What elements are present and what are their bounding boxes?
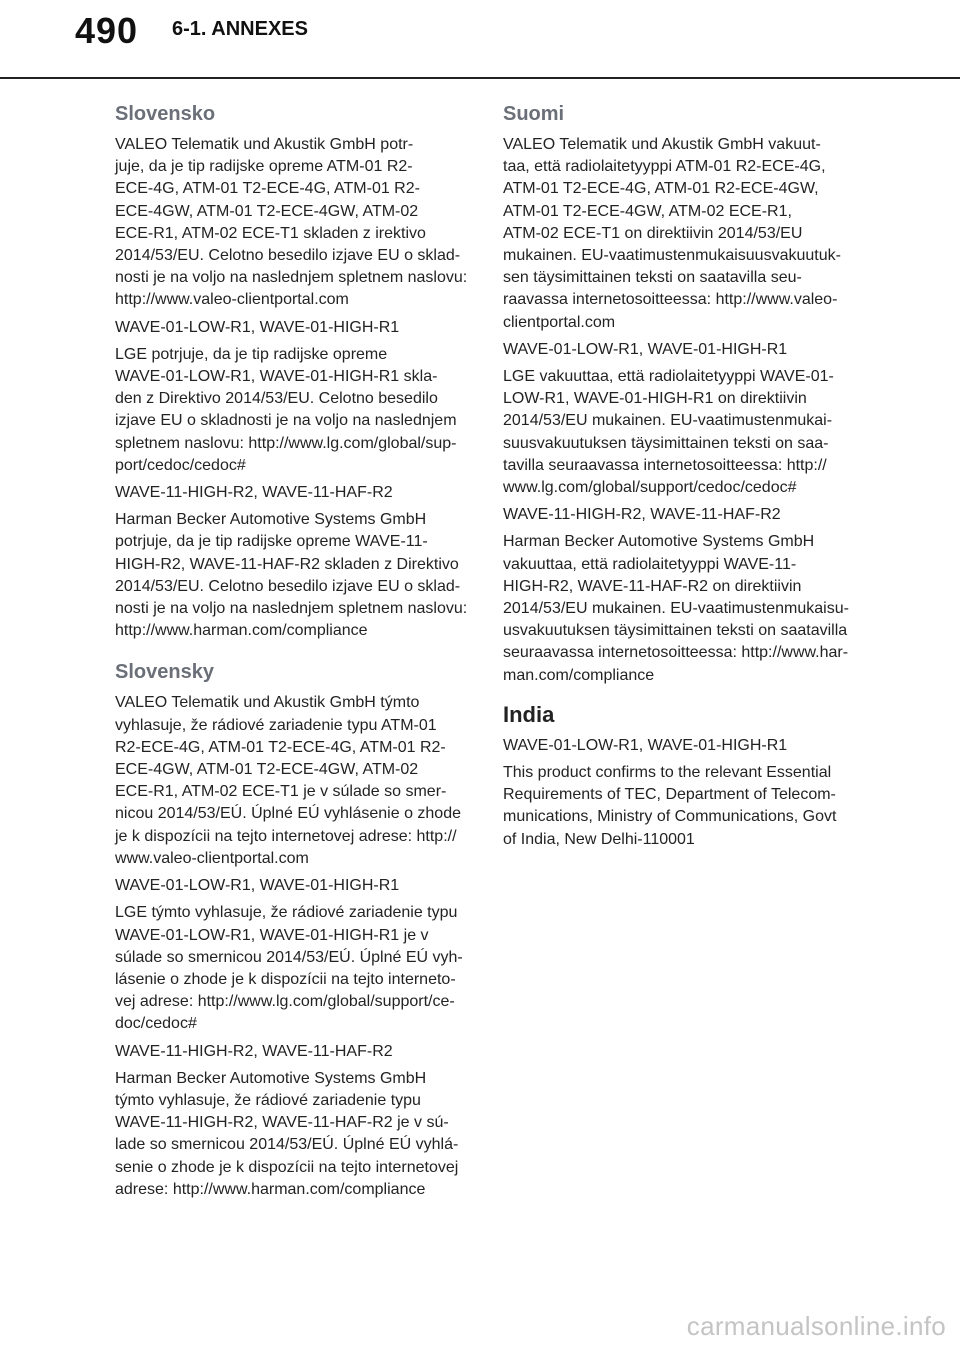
paragraph: Harman Becker Automotive Systems GmbH týmto vyhlasuje, že rádiové zariadenie typu WAVE-11-HIGH-R2, WAVE-11-HAF-R2 je v sú- lade so smernicou 2014/53/EÚ. Úplné EÚ vyhlá- senie o zhode je k dispozícii na tejto internetovej adrese: http://www.harman.com/compliance — [115, 1069, 459, 1198]
section-heading-slovensky: Slovensky — [115, 661, 214, 684]
section-india — [503, 701, 858, 851]
section-heading-suomi: Suomi — [503, 103, 565, 125]
paragraph: This product confirms to the relevant Essential Requirements of TEC, Department of Telecom- munications, Ministry of Communications, Govt of India, New Delhi-110001 — [503, 764, 837, 848]
section-heading-india: India — [503, 701, 555, 727]
model-list: WAVE-11-HIGH-R2, WAVE-11-HAF-R2 — [503, 506, 781, 524]
right-column — [503, 100, 858, 856]
model-list: WAVE-01-LOW-R1, WAVE-01-HIGH-R1 — [503, 736, 788, 754]
section-heading-slovensko: Slovensko — [115, 103, 216, 125]
model-list: WAVE-01-LOW-R1, WAVE-01-HIGH-R1 — [115, 877, 400, 895]
model-list: WAVE-11-HIGH-R2, WAVE-11-HAF-R2 — [115, 1042, 393, 1060]
paragraph: LGE vakuuttaa, että radiolaitetyyppi WAVE-01- LOW-R1, WAVE-01-HIGH-R1 on direktiivin 2014/53/EU mukainen. EU-vaatimustenmukai- suusvakuutuksen täysimittainen teksti on saa- tavilla seuraavassa internetosoitteessa: http:// www.lg.com/global/support/cedoc/cedoc# — [503, 368, 834, 497]
page-header — [0, 0, 960, 80]
section-slovensky — [115, 658, 470, 1200]
paragraph: LGE týmto vyhlasuje, že rádiové zariadenie typu WAVE-01-LOW-R1, WAVE-01-HIGH-R1 je v súlade so smernicou 2014/53/EÚ. Úplné EÚ vyh- lásenie o zhode je k dispozícii na tejto interneto- vej adrese: http://www.lg.com/global/support/ce- doc/cedoc# — [115, 904, 463, 1033]
paragraph: VALEO Telematik und Akustik GmbH týmto vyhlasuje, že rádiové zariadenie typu ATM-01 R2-ECE-4G, ATM-01 T2-ECE-4G, ATM-01 R2- ECE-4GW, ATM-01 T2-ECE-4GW, ATM-02 ECE-R1, ATM-02 ECE-T1 je v súlade so smer- nicou 2014/53/EÚ. Úplné EÚ vyhlásenie o zhode je k dispozícii na tejto internetovej adrese: http:// www.valeo-clientportal.com — [115, 694, 461, 867]
paragraph: Harman Becker Automotive Systems GmbH vakuuttaa, että radiolaitetyyppi WAVE-11- HIGH-R2, WAVE-11-HAF-R2 on direktiivin 2014/53/EU mukainen. EU-vaatimustenmukaisu- usvakuutuksen täysimittainen teksti on saatavilla seuraavassa internetosoitteessa: http://www.har- man.com/compliance — [503, 533, 849, 684]
paragraph: LGE potrjuje, da je tip radijske opreme WAVE-01-LOW-R1, WAVE-01-HIGH-R1 skla- den z Direktivo 2014/53/EU. Celotno besedilo izjave EU o skladnosti je na voljo na naslednjem spletnem naslovu: http://www.lg.com/global/sup- port/cedoc/cedoc# — [115, 345, 457, 474]
chapter-title: 6-1. ANNEXES — [172, 18, 308, 40]
paragraph: VALEO Telematik und Akustik GmbH potr- juje, da je tip radijske opreme ATM-01 R2- ECE-4G, ATM-01 T2-ECE-4G, ATM-01 R2- ECE-4GW, ATM-01 T2-ECE-4GW, ATM-02 ECE-R1, ATM-02 ECE-T1 skladen z irektivo 2014/53/EU. Celotno besedilo izjave EU o sklad- nosti je na voljo na naslednjem spletnem naslovu: http://www.valeo-clientportal.com — [115, 136, 468, 309]
left-column — [115, 100, 470, 1206]
paragraph: VALEO Telematik und Akustik GmbH vakuut- taa, että radiolaitetyyppi ATM-01 R2-ECE-4G, ATM-01 T2-ECE-4G, ATM-01 R2-ECE-4GW, ATM-01 T2-ECE-4GW, ATM-02 ECE-R1, ATM-02 ECE-T1 on direktiivin 2014/53/EU mukainen. EU-vaatimustenmukaisuusvakuutuk- sen täysimittainen teksti on saatavilla seu- raavassa internetosoitteessa: http://www.valeo- clientportal.com — [503, 136, 841, 331]
header-divider — [0, 77, 960, 79]
watermark: carmanualsonline.info — [686, 1311, 946, 1341]
model-list: WAVE-01-LOW-R1, WAVE-01-HIGH-R1 — [503, 340, 788, 358]
section-slovensko — [115, 100, 470, 642]
model-list: WAVE-11-HIGH-R2, WAVE-11-HAF-R2 — [115, 484, 393, 502]
model-list: WAVE-01-LOW-R1, WAVE-01-HIGH-R1 — [115, 318, 400, 336]
paragraph: Harman Becker Automotive Systems GmbH potrjuje, da je tip radijske opreme WAVE-11- HIGH-R2, WAVE-11-HAF-R2 skladen z Direktivo 2014/53/EU. Celotno besedilo izjave EU o sklad- nosti je na voljo na naslednjem spletnem naslovu: http://www.harman.com/compliance — [115, 511, 468, 640]
section-suomi — [503, 100, 858, 687]
page-number: 490 — [75, 10, 139, 51]
